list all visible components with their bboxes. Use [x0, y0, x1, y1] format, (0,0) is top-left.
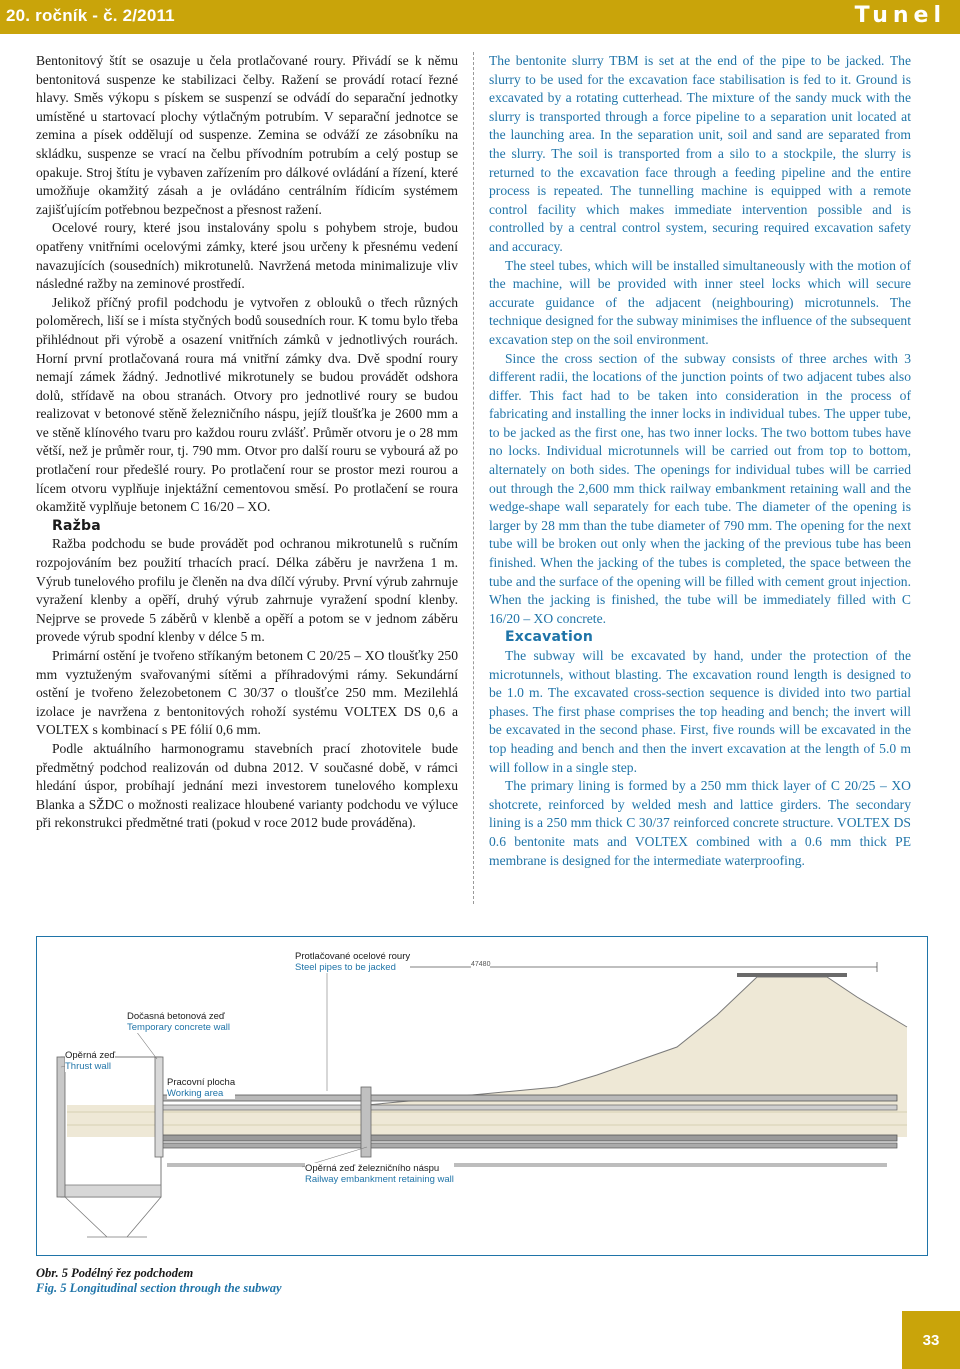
english-column	[489, 52, 911, 870]
label-working-area	[167, 1077, 235, 1099]
label-railway-wall-cz: Opěrná zeď železničního náspu	[305, 1163, 440, 1174]
figure-caption	[36, 1266, 282, 1296]
czech-paragraph: Podle aktuálního harmonogramu stavebních prací zhotovitele bude předmětný podchod realizován od dubna 2012. V současné době, v rámci hledání úspor, probíhají jednání mezi investorem tunelového komplexu Blanka a SŽDC o možnosti realizace hloubené varianty podchodu ve výluce při rekonstrukci předmětné trati (pokud v roce 2012 bude prováděna).	[36, 740, 458, 831]
english-paragraph: The primary lining is formed by a 250 mm thick layer of C 20/25 – XO shotcrete, reinforced by welded mesh and lattice girders. The secondary lining is a 250 mm thick C 30/37 reinforced concrete structure. VOLTEX DS 0.6 bentonite mats and VOLTEX combined with a 0.6 mm thick PE membrane is designed for the intermediate waterproofing.	[489, 778, 911, 868]
czech-section-heading: Ražba	[52, 517, 101, 534]
label-working-area-cz: Pracovní plocha	[167, 1077, 236, 1088]
label-railway-wall-en: Railway embankment retaining wall	[305, 1174, 454, 1185]
english-section-heading: Excavation	[505, 629, 593, 646]
label-thrust-wall	[65, 1050, 115, 1072]
longitudinal-section-figure	[36, 936, 928, 1256]
label-steel-pipes-cz: Protlačované ocelové roury	[295, 951, 411, 962]
label-steel-pipes-en: Steel pipes to be jacked	[295, 962, 396, 973]
czech-paragraph: Ocelové roury, které jsou instalovány spolu s pohybem stroje, budou opatřeny vnitřními ocelovými zámky, které jsou určeny k přesnému vedení navazujících (sousedních) mikrotunelů. Navržená metoda minimalizuje vliv následné ražby na zeminové prostředí.	[36, 220, 458, 292]
label-temporary-wall-cz: Dočasná betonová zeď	[127, 1011, 225, 1022]
czech-column	[36, 52, 458, 833]
english-paragraph: Since the cross section of the subway consists of three arches with 3 different radii, the locations of the junction points of two adjacent tubes also differ. This fact had to be taken into consideration in the process of fabricating and installing the inner locks in individual tubes. The upper tube, to be jacked as the first one, has two inner locks. The two bottom tubes have no locks. Individual microtunnels will be carried out from top to bottom, alternately on both sides. The openings for individual tubes will be carried out through the 2,600 mm thick railway embankment retaining wall and the wedge-shape wall separately for each tube. The diameter of the opening is larger by 28 mm than the tube diameter of 790 mm. The opening for the next tube will be broken out only when the jacking of the previous tube has been finished. When the jacking of the tubes is completed, the space between the tube and the surface of the opening will be filled with cement grout injection. When the jacking is finished, the tube will be immediately filled with C 16/20 – XO concrete.	[489, 350, 911, 626]
figure-caption-cz: Obr. 5 Podélný řez podchodem	[36, 1266, 194, 1280]
header-bar	[0, 0, 960, 34]
english-paragraph: The subway will be excavated by hand, under the protection of the microtunnels, without blasting. The excavation round length is designed to be 1.0 m. The excavated cross-section sequence is divided into two partial phases. The first phase comprises the top heading and bench; the invert will be excavated in the second phase. First, five rounds will be excavated in the top heading and bench and then the invert excavation at the length of 5.0 m will follow in a single step.	[489, 648, 911, 775]
page-number: 33	[902, 1311, 960, 1369]
label-thrust-wall-cz: Opěrná zeď	[65, 1050, 116, 1061]
label-working-area-en: Working area	[167, 1088, 224, 1099]
label-thrust-wall-en: Thrust wall	[65, 1061, 111, 1072]
label-steel-pipes	[295, 951, 410, 973]
dimension-label: 47480	[471, 961, 491, 968]
czech-paragraph: Primární ostění je tvořeno stříkaným betonem C 20/25 – XO tloušťky 250 mm vyztuženým svařovanými sítěmi a příhradovými rámy. Sekundární ostění je tvořeno železobetonem C 30/37 o tloušťce 250 mm. Mezilehlá izolace je navržena z bentonitových rohoží systému VOLTEX DS 0,6 a VOLTEX s kombinací s PE fólií 0,6 mm.	[36, 648, 458, 738]
english-paragraph: The steel tubes, which will be installed simultaneously with the motion of the machine, will be provided with inner steel locks which will secure accurate guidance of the adjacent (neighbouring) microtunnels. The technique designed for the subway minimises the influence of the subsequent excavation step on the soil environment.	[489, 257, 911, 347]
figure-caption-en: Fig. 5 Longitudinal section through the subway	[36, 1281, 282, 1295]
label-temporary-wall	[127, 1011, 230, 1033]
czech-paragraph: Jelikož příčný profil podchodu je vytvořen z oblouků o třech různých poloměrech, liší se i místa styčných bodů sousedních rour. K tomu bylo třeba přihlédnout při výrobě a osazení vnitřních zámků v jednotlivých rourách. Horní první protlačovaná roura má vnitřní zámky dva. Dvě spodní roury nemají zámek žádný. Jednotlivé mikrotunely se budou provádět odshora dolů, střídavě na obou stranách. Otvory pro jednotlivé roury se budou realizovat v betonové stěně železničního náspu, jejíž tloušťka je 2600 mm a ve stěně klínového tvaru pro každou rouru zvlášť. Průměr otvoru je o 28 mm větší, než je průměr rour, tj. 790 mm. Otvor pro další rouru se vybourá až po protlačení rour předešlé roury. Po protlačení rour se prostor mezi rourou a lícem otvoru vyplňuje injektážní cementovou směsí. Po protlačení se roura okamžitě vyplňuje betonem C 16/20 – XO.	[36, 294, 458, 515]
magazine-logo: Tunel	[854, 3, 946, 28]
label-railway-wall	[305, 1163, 454, 1185]
column-divider	[473, 52, 474, 904]
english-paragraph: The bentonite slurry TBM is set at the end of the pipe to be jacked. The slurry to be used for the excavation face stabilisation is fed to it. Ground is excavated by a rotating cutterhead. The mixture of the sandy muck with the slurry is transported through a force pipeline to a separation unit located at the launching area. In the separation unit, soil and sand are separated from the slurry. The soil is transported from a silo to a stockpile, the slurry is returned to the excavation face through a feeding pipeline and the entire process is repeated. The tunnelling machine is equipped with a remote control facility which makes immediate intervention possible and is controlled by a central control system, securing required excavation safety and accuracy.	[489, 53, 911, 254]
label-temporary-wall-en: Temporary concrete wall	[127, 1022, 230, 1033]
czech-paragraph: Ražba podchodu se bude provádět pod ochranou mikrotunelů s ručním rozpojováním bez použití trhacích prací. Délka záběru je navržena 1 m. Výrub tunelového profilu je členěn na dva dílčí výruby. První výrub zahrnuje vyražení klenby a opěří, druhý výrub zahrnuje vyražení spodní klenby. Nejprve se provede 5 záběrů v klenbě a opěří a potom se v jednom záběru provede výrub spodní klenby v délce 5 m.	[36, 536, 458, 645]
issue-label: 20. ročník - č. 2/2011	[6, 6, 175, 25]
czech-paragraph: Bentonitový štít se osazuje u čela protlačované roury. Přivádí se k němu bentonitová suspenze ke stabilizaci čelby. Ražení se provádí rotací řezné hlavy. Směs výkopu s pískem se suspenzí se odvádí do separační jednotky umístěné u startovací plochy výtlačným potrubím. V separační jednotce se zemina a písek oddělují od suspenze. Zemina se odváží ze zásobníku na skládku, suspenze se vrací na čelbu přívodním potrubím a celý postup se opakuje. Stroj štítu je vybaven zařízením pro dálkové ovládání a řízení, které umožňuje okamžitý zásah a je ovládáno centrálním řídicím systémem zajišťujícím potřebnou bezpečnost a přesnost ražení.	[36, 53, 458, 217]
